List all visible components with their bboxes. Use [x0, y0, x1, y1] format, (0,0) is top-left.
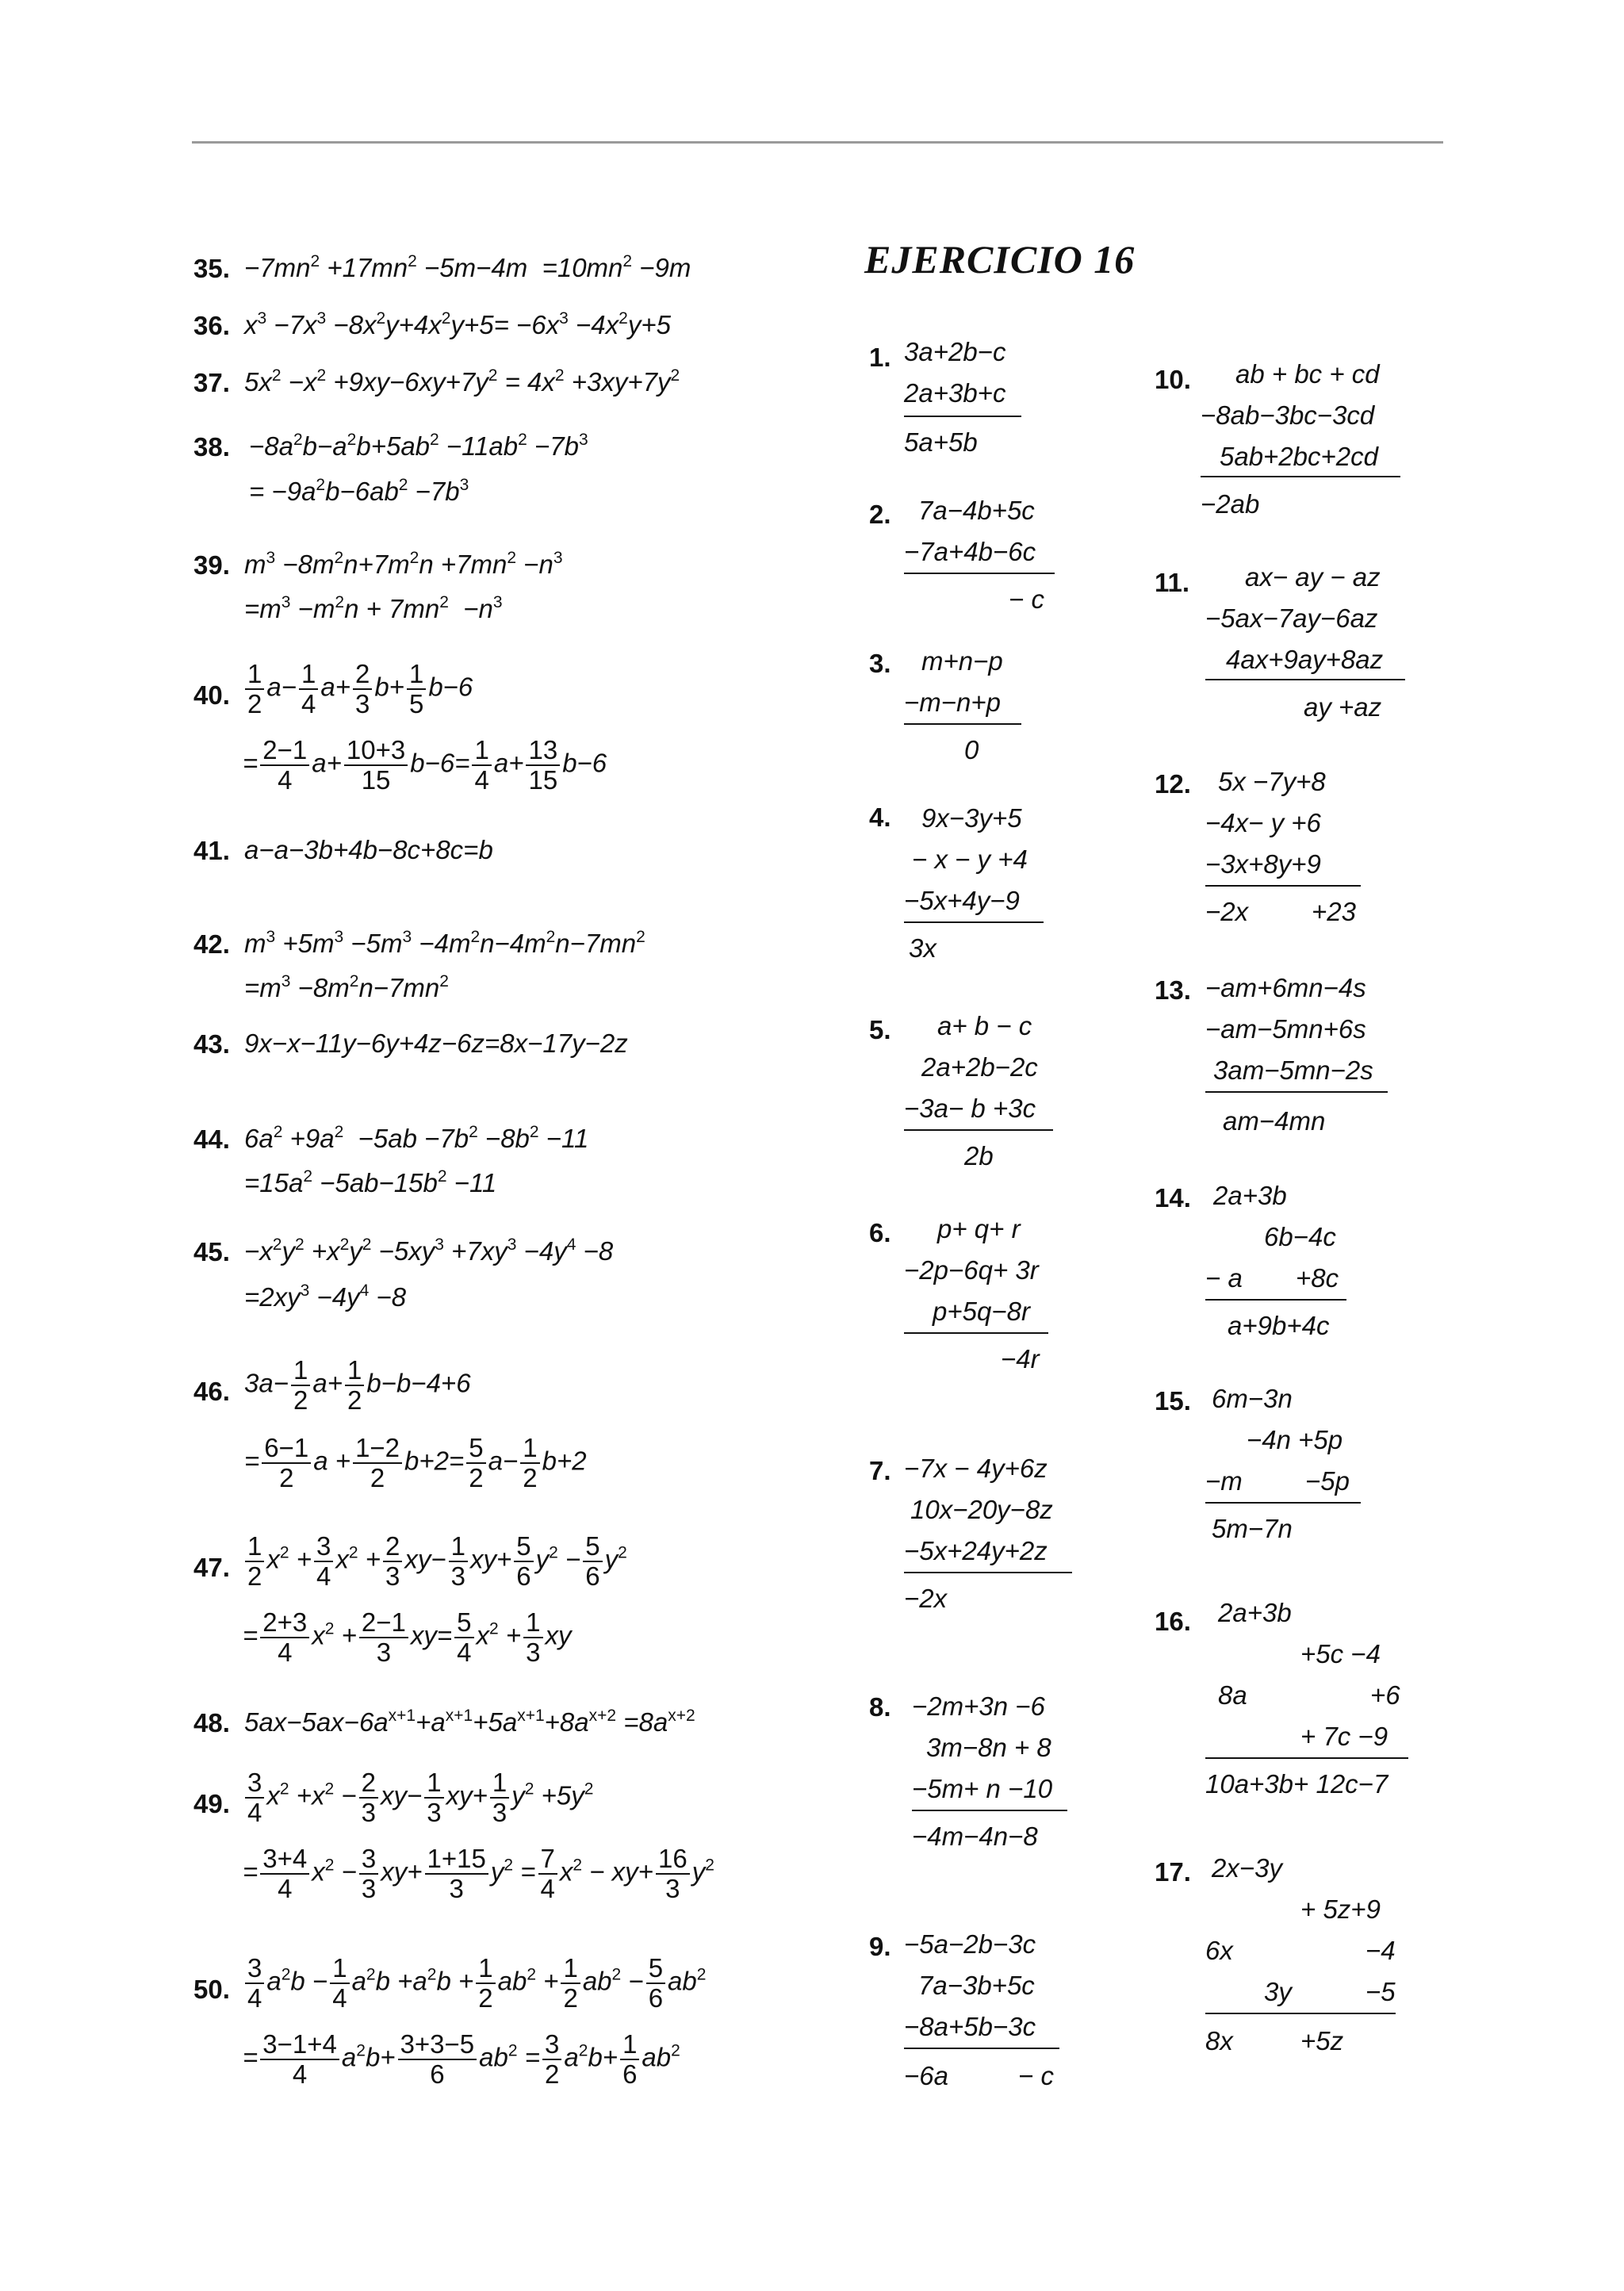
problem-number: 15.	[1155, 1386, 1191, 1416]
sum: +5z	[1300, 2026, 1344, 2055]
problem-number: 41.	[193, 836, 230, 865]
problem-number: 8.	[869, 1692, 891, 1722]
sum: − c	[1018, 2061, 1054, 2090]
addend: −5a−2b−3c	[904, 1929, 1036, 1959]
problem-number: 3.	[869, 649, 891, 678]
sum: −4m−4n−8	[912, 1822, 1038, 1851]
sum: −2ab	[1201, 489, 1260, 519]
equation-36: $x^3 -7x^3 -8x^2y+4x^2y+5= -6x^3 -4x^2y+5$	[244, 309, 671, 339]
equation-44-b: $=15a^2 -5ab-15b^2 -11$	[244, 1167, 497, 1197]
equation-42-b: $=m^3 -8m^2n-7mn^2$	[244, 972, 449, 1002]
sum: −2x	[904, 1584, 948, 1613]
addend: 3a+2b−c	[904, 337, 1006, 366]
sum-rule	[904, 573, 1055, 574]
addend: m+n−p	[921, 646, 1003, 676]
problem-number: 17.	[1155, 1857, 1191, 1887]
addend: 5ab+2bc+2cd	[1220, 442, 1379, 471]
addend: 3am−5mn−2s	[1213, 1055, 1373, 1085]
addend: −5m+ n −10	[912, 1774, 1053, 1803]
addend: 5x −7y+8	[1218, 767, 1326, 796]
sum: − c	[1009, 584, 1044, 614]
equation-35: $-7mn^2 +17mn^2 -5m-4m =10mn^2 -9m$	[244, 252, 691, 282]
addend: −am−5mn+6s	[1205, 1014, 1366, 1044]
addend: −3a− b +3c	[904, 1094, 1036, 1123]
addend: 9x−3y+5	[921, 803, 1022, 833]
equation-37: $5x^2 -x^2 +9xy-6xy+7y^2 = 4x^2 +3xy+7y^2$	[244, 366, 680, 397]
problem-number: 1.	[869, 343, 891, 372]
problem-number: 46.	[193, 1377, 230, 1406]
addend: 2a+3b	[1218, 1598, 1292, 1627]
sum: −6a	[904, 2061, 948, 2090]
addend: 7a−4b+5c	[918, 496, 1035, 525]
equation-42-a: $m^3 +5m^3 -5m^3 -4m^2n-4m^2n-7mn^2$	[244, 928, 645, 958]
problem-number: 37.	[193, 368, 230, 397]
addend: +6	[1370, 1680, 1400, 1710]
equation-44-a: $6a^2 +9a^2 -5ab -7b^2 -8b^2 -11$	[244, 1123, 589, 1153]
addend: 8a	[1218, 1680, 1247, 1710]
addend: p+5q−8r	[933, 1297, 1030, 1326]
sum: 5a+5b	[904, 427, 978, 457]
sum: ay +az	[1304, 692, 1382, 722]
problem-number: 42.	[193, 929, 230, 959]
sum-rule	[904, 2048, 1059, 2049]
sum-rule	[1205, 679, 1405, 680]
equation-45-a: $-x^2y^2 +x^2y^2 -5xy^3 +7xy^3 -4y^4 -8$	[244, 1236, 614, 1266]
addend: −5p	[1305, 1466, 1350, 1496]
addend: −2m+3n −6	[912, 1691, 1045, 1721]
addend: −m	[1205, 1466, 1243, 1496]
sum: 8x	[1205, 2026, 1233, 2055]
problem-number: 49.	[193, 1789, 230, 1818]
problem-number: 47.	[193, 1553, 230, 1582]
problem-number: 14.	[1155, 1183, 1191, 1213]
addend: −5	[1365, 1977, 1396, 2006]
problem-number: 16.	[1155, 1607, 1191, 1636]
sum: −4r	[1001, 1344, 1040, 1373]
addend: 2x−3y	[1212, 1853, 1282, 1883]
top-rule	[192, 141, 1443, 144]
addend: −7x − 4y+6z	[904, 1454, 1048, 1483]
addend: −5x+24y+2z	[904, 1536, 1048, 1565]
equation-39-b: $=m^3 -m^2n + 7mn^2 -n^3$	[244, 593, 503, 623]
addend: −4n +5p	[1247, 1425, 1343, 1454]
sum-rule	[904, 1572, 1072, 1573]
sum-rule	[904, 921, 1044, 923]
addend: + 7c −9	[1300, 1722, 1388, 1751]
problem-number: 7.	[869, 1456, 891, 1485]
equation-46-b: = $\frac{6-1}{2}$ a + $\frac{1-2}{2}$ b+2= $\frac{5}{2}$ a− $\frac{1}{2}$ b+2	[244, 1433, 587, 1492]
addend: −am+6mn−4s	[1205, 973, 1366, 1002]
addend: a+ b − c	[937, 1011, 1032, 1040]
addend: −7a+4b−6c	[904, 537, 1036, 566]
equation-40-a: $\frac{1}{2}$ a− $\frac{1}{4}$ a+ $\frac{2}{3}$ b+ $\frac{1}{5}$ b−6	[243, 660, 473, 718]
problem-number: 11.	[1155, 568, 1190, 597]
problem-number: 2.	[869, 500, 891, 529]
sum-rule	[904, 416, 1021, 417]
problem-number: 4.	[869, 803, 891, 832]
problem-number: 5.	[869, 1015, 891, 1044]
problem-number: 9.	[869, 1932, 891, 1961]
equation-43: 9x−x−11y−6y+4z−6z=8x−17y−2z	[244, 1029, 628, 1058]
sum: 10a+3b+ 12c−7	[1205, 1769, 1388, 1799]
equation-39-a: $m^3 -8m^2n+7m^2n +7mn^2 -n^3$	[244, 549, 563, 579]
addend: 6m−3n	[1212, 1384, 1293, 1413]
sum: +23	[1312, 897, 1356, 926]
problem-number: 12.	[1155, 769, 1191, 799]
equation-49-b: = $\frac{3+4}{4}$ $x^2$ − $\frac{3}{3}$ xy+ $\frac{1+15}{3}$ $y^2$ = $\frac{7}{4}$ $x^2 - xy+$ $\frac{16}{3}$ $y^2$	[243, 1844, 714, 1903]
addend: 6b−4c	[1264, 1222, 1336, 1251]
problem-number: 10.	[1155, 365, 1191, 394]
problem-number: 43.	[193, 1029, 230, 1059]
sum-rule	[904, 1332, 1048, 1334]
addend: 2a+3b+c	[904, 378, 1006, 408]
equation-47-a: $\frac{1}{2}$ $x^2$ + $\frac{3}{4}$ $x^2$ + $\frac{2}{3}$ xy− $\frac{1}{3}$ xy+ $\frac{5}{6}$ $y^2$ − $\frac{5}{6}$ $y^2$	[243, 1532, 627, 1591]
sum: 2b	[964, 1141, 994, 1170]
addend: −3x+8y+9	[1205, 849, 1321, 879]
equation-50-a: $\frac{3}{4}$ $a^2b$ − $\frac{1}{4}$ $a^2b +a^2b$ + $\frac{1}{2}$ $ab^2$ + $\frac{1}{2}$ $ab^2$ − $\frac{5}{6}$ $ab^2$	[243, 1954, 706, 2013]
addend: 6x	[1205, 1936, 1233, 1965]
addend: 2a+3b	[1213, 1181, 1287, 1210]
addend: −4	[1365, 1936, 1396, 1965]
addend: −5ax−7ay−6az	[1205, 603, 1378, 633]
problem-number: 45.	[193, 1237, 230, 1266]
problem-number: 6.	[869, 1218, 891, 1247]
sum: −2x	[1205, 897, 1249, 926]
sum-rule	[1205, 1091, 1388, 1093]
addend: − a	[1205, 1263, 1243, 1293]
sum: a+9b+4c	[1228, 1311, 1330, 1340]
addend: 2a+2b−2c	[921, 1052, 1038, 1082]
addend: ax− ay − az	[1245, 562, 1381, 592]
sum-rule	[904, 1129, 1053, 1131]
sum-rule	[904, 723, 1021, 725]
problem-number: 40.	[193, 680, 230, 710]
addend: −2p−6q+ 3r	[904, 1255, 1039, 1285]
section-title: EJERCICIO 16	[864, 237, 1136, 282]
problem-number: 44.	[193, 1124, 230, 1154]
sum-rule	[1205, 1757, 1408, 1759]
problem-number: 39.	[193, 550, 230, 580]
equation-38-b: = $-9a^2b-6ab^2 -7b^3$	[249, 476, 469, 506]
sum-rule	[1201, 476, 1400, 477]
equation-46-a: 3a− $\frac{1}{2}$ a+ $\frac{1}{2}$ b−b−4+6	[244, 1355, 471, 1415]
addend: + 5z+9	[1300, 1894, 1381, 1924]
equation-38-a: $-8a^2b-a^2b+5ab^2 -11ab^2 -7b^3$	[249, 431, 588, 461]
problem-number: 48.	[193, 1708, 230, 1737]
addend: p+ q+ r	[937, 1214, 1021, 1243]
equation-50-b: = $\frac{3-1+4}{4}$ $a^2b+$ $\frac{3+3-5}{6}$ $ab^2$ = $\frac{3}{2}$ $a^2b+$ $\frac{1}{6}$ $ab^2$	[243, 2029, 680, 2089]
sum-rule	[1205, 2013, 1396, 2014]
sum: 0	[964, 735, 979, 764]
sum: 5m−7n	[1212, 1514, 1293, 1543]
addend: 7a−3b+5c	[918, 1971, 1035, 2000]
equation-47-b: = $\frac{2+3}{4}$ $x^2$ + $\frac{2-1}{3}$ xy= $\frac{5}{4}$ $x^2$ + $\frac{1}{3}$ xy	[243, 1607, 572, 1667]
addend: −8ab−3bc−3cd	[1201, 400, 1375, 430]
sum: 3x	[909, 933, 936, 963]
addend: +5c −4	[1300, 1639, 1381, 1668]
sum-rule	[1205, 1299, 1346, 1301]
addend: −m−n+p	[904, 688, 1002, 717]
addend: 3y	[1264, 1977, 1292, 2006]
problem-number: 36.	[193, 311, 230, 340]
addend: ab + bc + cd	[1235, 359, 1380, 389]
addend: −8a+5b−3c	[904, 2012, 1036, 2041]
addend: 10x−20y−8z	[910, 1495, 1053, 1524]
problem-number: 13.	[1155, 975, 1191, 1005]
addend: +8c	[1296, 1263, 1339, 1293]
sum-rule	[1205, 1502, 1361, 1504]
equation-45-b: $=2xy^3 -4y^4 -8$	[244, 1282, 407, 1312]
addend: −5x+4y−9	[904, 886, 1020, 915]
equation-49-a: $\frac{3}{4}$ $x^2 +x^2$ − $\frac{2}{3}$ xy− $\frac{1}{3}$ xy+ $\frac{1}{3}$ $y^2 +5y^2$	[243, 1768, 593, 1827]
addend: 4ax+9ay+8az	[1226, 645, 1384, 674]
sum-rule	[1205, 885, 1361, 887]
equation-40-b: = $\frac{2-1}{4}$ a+ $\frac{10+3}{15}$ b−6= $\frac{1}{4}$ a+ $\frac{13}{15}$ b−6	[243, 735, 607, 795]
problem-number: 38.	[193, 432, 230, 462]
problem-number: 35.	[193, 254, 230, 283]
addend: − x − y +4	[912, 845, 1028, 874]
problem-number: 50.	[193, 1975, 230, 2004]
equation-41: a−a−3b+4b−8c+8c=b	[244, 835, 493, 864]
sum-rule	[912, 1810, 1067, 1811]
sum: am−4mn	[1223, 1106, 1326, 1136]
addend: −4x− y +6	[1205, 808, 1321, 837]
addend: 3m−8n + 8	[926, 1733, 1051, 1762]
equation-48: $5ax-5ax-6a^{x+1}+a^{x+1}+5a^{x+1}+8a^{x+2} =8a^{x+2}$	[244, 1707, 695, 1737]
